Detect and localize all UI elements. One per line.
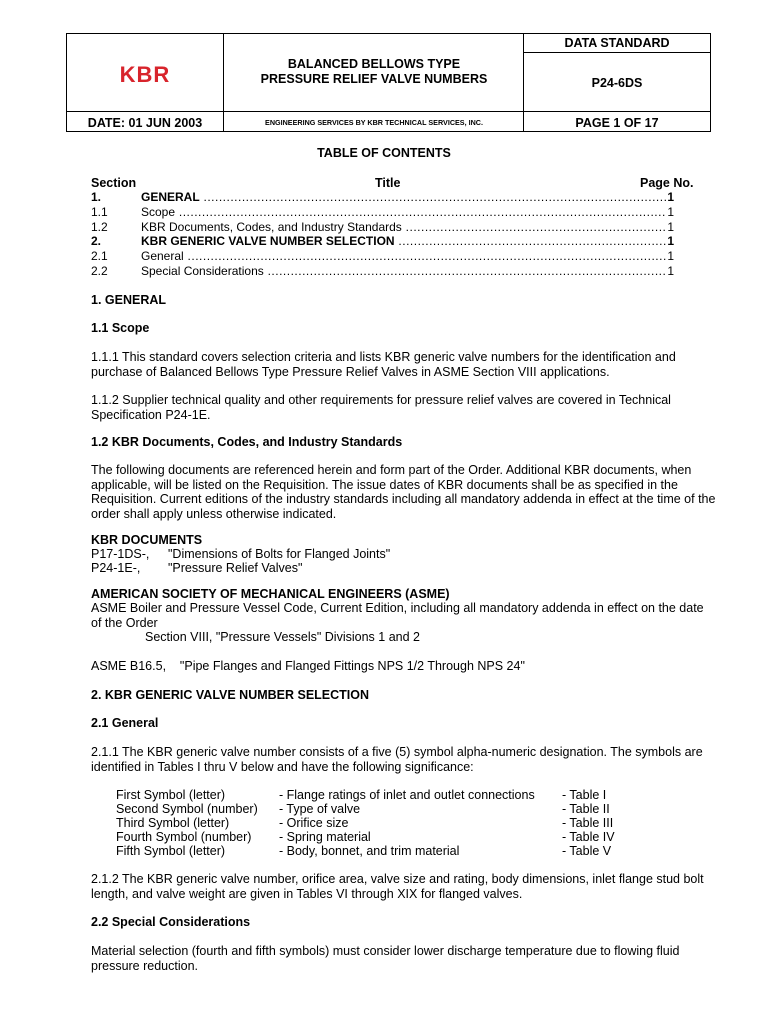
symbol-table-ref: - Table III	[562, 816, 614, 830]
asme-b16-5: ASME B16.5, "Pipe Flanges and Flanged Fittings NPS 1/2 Through NPS 24"	[91, 659, 525, 673]
kbr-doc2-code: P24-1E-,	[91, 561, 141, 575]
kbr-doc1-title: "Dimensions of Bolts for Flanged Joints"	[168, 547, 391, 561]
symbol-meaning: - Flange ratings of inlet and outlet connections	[279, 788, 535, 802]
paragraph-2-1-2: 2.1.2 The KBR generic valve number, orifice area, valve size and rating, body dimensions, inlet flange stud bolt length, and valve weight are given in Tables VI through XIX for flanged valves.	[91, 872, 704, 901]
kbr-logo-text: KBR	[119, 62, 171, 87]
heading-valve-number-selection: 2. KBR GENERIC VALVE NUMBER SELECTION	[91, 688, 370, 702]
toc-row[interactable]	[91, 264, 674, 279]
toc-row[interactable]	[91, 249, 674, 264]
toc-row-title: Scope .....	[141, 205, 674, 220]
toc-row-num: 1.1	[91, 205, 108, 219]
toc-row-title: General .....	[141, 249, 674, 264]
toc-col-title: Title	[375, 176, 401, 190]
paragraph-2-2: Material selection (fourth and fifth symbols) must consider lower discharge temperature due to flowing fluid pressure reduction.	[91, 944, 680, 973]
heading-general: 1. GENERAL	[91, 293, 167, 307]
toc-row-num: 1.2	[91, 220, 108, 234]
toc-row-title: KBR GENERIC VALVE NUMBER SELECTION .....	[141, 234, 674, 249]
kbr-documents-heading: KBR DOCUMENTS	[91, 533, 203, 547]
paragraph-1-1-2: 1.1.2 Supplier technical quality and other requirements for pressure relief valves are covered in Technical Specification P24-1E.	[91, 393, 671, 422]
toc-row[interactable]	[91, 190, 674, 205]
toc-row-page: 1	[667, 220, 674, 234]
paragraph-2-1-1: 2.1.1 The KBR generic valve number consists of a five (5) symbol alpha-numeric designation. The symbols are identified in Tables I thru V below and have the following significance:	[91, 745, 703, 774]
symbol-name: First Symbol (letter)	[116, 788, 226, 802]
toc-row-num: 1.	[91, 190, 102, 204]
document-date: DATE: 01 JUN 2003	[87, 116, 203, 130]
symbol-meaning: - Orifice size	[279, 816, 349, 830]
kbr-doc1-code: P17-1DS-,	[91, 547, 150, 561]
heading-kbr-documents-codes: 1.2 KBR Documents, Codes, and Industry Standards	[91, 435, 403, 449]
toc-row[interactable]	[91, 220, 674, 235]
toc-row-num: 2.	[91, 234, 102, 248]
toc-row-page: 1	[667, 249, 674, 263]
paragraph-1-2: The following documents are referenced herein and form part of the Order. Additional KBR documents, when applicable, will be listed on the Requisition. The issue dates of KBR documents shall be as specified in the Requisition. Current editions of the industry standards including all mandatory addenda in effect at the time of the order shall apply unless otherwise indicated.	[91, 463, 716, 521]
toc-row-page: 1	[667, 190, 674, 204]
toc-row-title: GENERAL .....	[141, 190, 674, 205]
symbol-meaning: - Spring material	[279, 830, 371, 844]
symbol-name: Fourth Symbol (number)	[116, 830, 252, 844]
toc-row-num: 2.1	[91, 249, 108, 263]
toc-row-page: 1	[667, 205, 674, 219]
document-title	[224, 57, 524, 87]
toc-row-page: 1	[667, 264, 674, 278]
header-divider-4	[523, 52, 711, 53]
toc-row[interactable]	[91, 234, 674, 249]
data-standard-label: DATA STANDARD	[564, 36, 670, 50]
paragraph-1-1-1: 1.1.1 This standard covers selection criteria and lists KBR generic valve numbers for the identification and purchase of Balanced Bellows Type Pressure Relief Valves in ASME Section VIII applications.	[91, 350, 676, 379]
symbol-name: Third Symbol (letter)	[116, 816, 230, 830]
symbol-name: Fifth Symbol (letter)	[116, 844, 226, 858]
asme-section-viii: Section VIII, "Pressure Vessels" Divisions 1 and 2	[145, 630, 420, 644]
document-title-line2: PRESSURE RELIEF VALVE NUMBERS	[260, 72, 488, 86]
toc-col-section: Section	[91, 176, 137, 190]
toc-row-title: Special Considerations .....	[141, 264, 674, 279]
document-title-line1: BALANCED BELLOWS TYPE	[287, 57, 461, 71]
engineering-services: ENGINEERING SERVICES BY KBR TECHNICAL SERVICES, INC.	[265, 118, 483, 127]
kbr-logo	[110, 58, 180, 90]
symbol-table-ref: - Table I	[562, 788, 607, 802]
symbol-table-ref: - Table V	[562, 844, 612, 858]
toc-row[interactable]	[91, 205, 674, 220]
asme-heading: AMERICAN SOCIETY OF MECHANICAL ENGINEERS (ASME)	[91, 587, 450, 601]
symbol-table-ref: - Table IV	[562, 830, 615, 844]
heading-special-considerations: 2.2 Special Considerations	[91, 915, 251, 929]
toc-row-num: 2.2	[91, 264, 108, 278]
toc-col-page: Page No.	[640, 176, 694, 190]
header-divider-3	[66, 111, 711, 112]
page-number: PAGE 1 OF 17	[575, 116, 659, 130]
kbr-doc2-title: "Pressure Relief Valves"	[168, 561, 303, 575]
symbol-meaning: - Type of valve	[279, 802, 361, 816]
toc-row-page: 1	[667, 234, 674, 248]
standard-number: P24-6DS	[591, 76, 643, 90]
toc-title: TABLE OF CONTENTS	[317, 146, 451, 160]
symbol-meaning: - Body, bonnet, and trim material	[279, 844, 460, 858]
toc-row-title: KBR Documents, Codes, and Industry Standards .....	[141, 220, 674, 235]
symbol-table-ref: - Table II	[562, 802, 610, 816]
symbol-name: Second Symbol (number)	[116, 802, 258, 816]
heading-scope: 1.1 Scope	[91, 321, 150, 335]
heading-2-1-general: 2.1 General	[91, 716, 159, 730]
asme-text: ASME Boiler and Pressure Vessel Code, Current Edition, including all mandatory addenda in effect on the date of the Order	[91, 601, 704, 630]
